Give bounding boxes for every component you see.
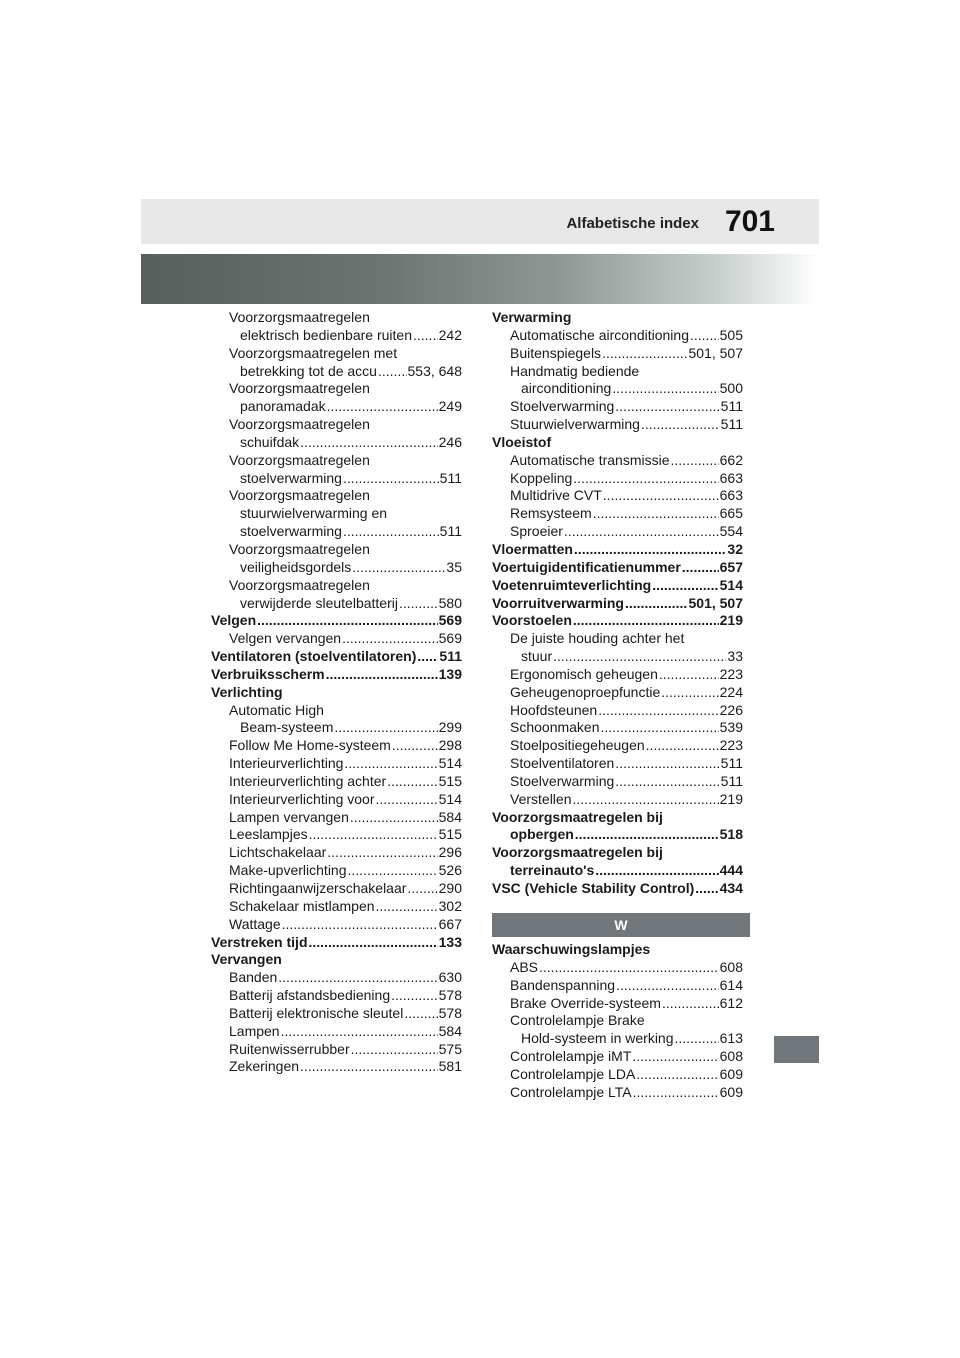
- dot-leader: [343, 523, 439, 541]
- index-entry: [492, 541, 743, 559]
- index-entry: [211, 398, 462, 416]
- index-entry: [211, 630, 462, 648]
- index-entry: [211, 595, 462, 613]
- dot-leader: [342, 630, 438, 648]
- index-entry: Waarschuwingslampjes: [492, 941, 651, 957]
- index-entry-page: 614: [719, 976, 743, 993]
- index-entry-text: Automatische transmissie: [510, 451, 670, 468]
- index-entry-text: Multidrive CVT: [510, 487, 602, 504]
- dot-leader: [309, 934, 438, 952]
- index-entry: Voorzorgsmaatregelen bij: [492, 808, 663, 825]
- index-entry-page: 32: [727, 540, 743, 557]
- index-entry-page: 514: [719, 576, 743, 593]
- index-entry-page: 299: [438, 719, 462, 736]
- dot-leader: [564, 523, 719, 541]
- index-entry-text: terreinauto's: [510, 862, 595, 879]
- dot-leader: [662, 995, 719, 1013]
- index-entry-text: Bandenspanning: [510, 976, 616, 993]
- index-entry: Verlichting: [211, 683, 283, 700]
- index-entry-page: 501, 507: [688, 594, 743, 611]
- index-entry-page: 219: [719, 790, 743, 807]
- index-column-right: [492, 309, 743, 898]
- index-entry-page: 613: [719, 1030, 743, 1047]
- dot-leader: [682, 559, 719, 577]
- index-entry-text: Vloermatten: [492, 540, 573, 557]
- index-entry: [211, 363, 462, 381]
- index-entry: [492, 773, 743, 791]
- index-entry-page: 511: [720, 772, 743, 789]
- index-entry: [492, 995, 743, 1013]
- dot-leader: [575, 826, 719, 844]
- dot-leader: [573, 470, 718, 488]
- index-entry: Voorzorgsmaatregelen: [229, 487, 370, 504]
- index-entry-text: Velgen: [211, 612, 257, 629]
- index-entry-text: Automatische airconditioning: [510, 326, 689, 343]
- index-entry: [211, 898, 462, 916]
- index-entry-page: 500: [719, 380, 743, 397]
- section-header-w: W: [492, 913, 750, 937]
- index-entry-text: Follow Me Home-systeem: [229, 737, 391, 754]
- index-entry-text: Interieurverlichting: [229, 755, 344, 772]
- index-entry-text: Controlelampje iMT: [510, 1048, 632, 1065]
- index-entry-page: 515: [438, 826, 462, 843]
- index-entry-page: 223: [719, 665, 743, 682]
- index-entry-text: Ventilatoren (stoelventilatoren): [211, 648, 417, 665]
- index-entry-page: 444: [719, 862, 743, 879]
- index-entry: [492, 416, 743, 434]
- index-entry-text: stoelverwarming: [240, 469, 342, 486]
- dot-leader: [352, 559, 445, 577]
- index-entry: [211, 809, 462, 827]
- index-entry-text: Batterij elektronische sleutel: [229, 1004, 404, 1021]
- dot-leader: [257, 612, 438, 630]
- index-entry-text: Make-upverlichting: [229, 862, 347, 879]
- dot-leader: [646, 737, 719, 755]
- index-entry-page: 226: [719, 701, 743, 718]
- index-entry: [211, 755, 462, 773]
- index-entry: Handmatig bediende: [510, 362, 640, 379]
- index-entry-text: Batterij afstandsbediening: [229, 987, 391, 1004]
- index-entry: [492, 1084, 743, 1102]
- index-entry-text: betrekking tot de accu: [240, 362, 377, 379]
- index-entry-page: 505: [719, 326, 743, 343]
- index-entry-text: Hoofdsteunen: [510, 701, 598, 718]
- dot-leader: [343, 470, 439, 488]
- dot-leader: [282, 916, 438, 934]
- index-entry-text: Controlelampje LDA: [510, 1065, 636, 1082]
- dot-leader: [616, 977, 719, 995]
- index-entry: [492, 523, 743, 541]
- index-entry: [211, 934, 462, 952]
- index-entry: [492, 559, 743, 577]
- index-entry: [492, 345, 743, 363]
- index-entry: [211, 969, 462, 987]
- index-entry-page: 515: [438, 772, 462, 789]
- index-entry-text: Leeslampjes: [229, 826, 308, 843]
- index-entry-page: 663: [719, 469, 743, 486]
- index-entry-page: 657: [719, 558, 743, 575]
- index-entry-text: Stuurwielverwarming: [510, 416, 640, 433]
- index-entry-page: 630: [438, 969, 462, 986]
- index-entry: [211, 1023, 462, 1041]
- index-entry-text: Verstreken tijd: [211, 933, 308, 950]
- index-entry-page: 518: [719, 826, 743, 843]
- index-entry-text: Buitenspiegels: [510, 344, 602, 361]
- dot-leader: [300, 1058, 438, 1076]
- dot-leader: [413, 327, 438, 345]
- index-entry-page: 133: [438, 933, 462, 950]
- index-entry-text: Ergonomisch geheugen: [510, 665, 658, 682]
- index-entry-text: Sproeier: [510, 523, 563, 540]
- index-entry-text: Wattage: [229, 915, 281, 932]
- dot-leader: [633, 1084, 719, 1102]
- dot-leader: [573, 612, 719, 630]
- index-entry-text: airconditioning: [521, 380, 612, 397]
- dot-leader: [327, 844, 437, 862]
- index-entry-page: 434: [719, 880, 743, 896]
- dot-leader: [399, 595, 438, 613]
- index-entry: [211, 737, 462, 755]
- index-entry: [492, 684, 743, 702]
- index-entry-text: Brake Override-systeem: [510, 994, 661, 1011]
- index-entry: [211, 327, 462, 345]
- index-entry-page: 609: [719, 1065, 743, 1082]
- dot-leader: [690, 327, 719, 345]
- index-entry-text: Voetenruimteverlichting: [492, 576, 652, 593]
- index-entry: Voorzorgsmaatregelen: [229, 380, 370, 397]
- index-entry: [492, 1048, 743, 1066]
- index-entry: [492, 380, 743, 398]
- index-entry-page: 584: [438, 808, 462, 825]
- dot-leader: [671, 452, 719, 470]
- index-entry-text: Controlelampje LTA: [510, 1083, 632, 1100]
- index-entry: [211, 1058, 462, 1076]
- index-entry: [492, 959, 743, 977]
- dot-leader: [391, 987, 438, 1005]
- index-entry: [211, 559, 462, 577]
- index-entry: Voorzorgsmaatregelen: [229, 451, 370, 468]
- index-entry-page: 569: [438, 630, 462, 647]
- dot-leader: [612, 380, 718, 398]
- index-entry-text: stoelverwarming: [240, 523, 342, 540]
- index-entry-text: verwijderde sleutelbatterij: [240, 594, 398, 611]
- dot-leader: [309, 826, 438, 844]
- dot-leader: [334, 719, 437, 737]
- header-title: Alfabetische index: [566, 215, 699, 232]
- index-entry-page: 667: [438, 915, 462, 932]
- index-entry-text: Richtingaanwijzerschakelaar: [229, 880, 407, 896]
- dot-leader: [574, 541, 727, 559]
- dot-leader: [281, 1023, 438, 1041]
- dot-leader: [376, 898, 438, 916]
- index-entry-page: 33: [727, 648, 743, 665]
- dot-leader: [675, 1030, 719, 1048]
- index-entry-page: 514: [438, 790, 462, 807]
- index-entry-page: 298: [438, 737, 462, 754]
- dot-leader: [601, 719, 719, 737]
- index-entry: Verwarming: [492, 309, 572, 325]
- index-entry-text: Verbruiksscherm: [211, 665, 325, 682]
- index-entry: De juiste houding achter het: [510, 630, 685, 647]
- index-entry: [492, 612, 743, 630]
- index-entry-text: Stoelventilatoren: [510, 755, 615, 772]
- index-entry-page: 511: [720, 755, 743, 772]
- index-entry: [211, 434, 462, 452]
- dot-leader: [603, 487, 719, 505]
- index-entry-text: Stoelpositiegeheugen: [510, 737, 645, 754]
- index-entry-page: 302: [438, 897, 462, 914]
- index-entry: stuurwielverwarming en: [240, 505, 388, 522]
- dot-leader: [344, 755, 437, 773]
- index-entry-page: 553, 648: [407, 362, 462, 379]
- index-entry-text: Verstellen: [510, 790, 572, 807]
- index-entry-text: elektrisch bedienbare ruiten: [240, 326, 412, 343]
- index-entry-page: 569: [438, 612, 462, 629]
- index-entry: [211, 844, 462, 862]
- decorative-gradient-band: [141, 254, 819, 304]
- index-entry-page: 608: [719, 1048, 743, 1065]
- index-entry-text: opbergen: [510, 826, 574, 843]
- index-entry: Voorzorgsmaatregelen bij: [492, 844, 663, 861]
- index-entry: [492, 595, 743, 613]
- index-entry-page: 139: [438, 665, 462, 682]
- index-entry-page: 511: [439, 469, 462, 486]
- index-entry-text: Ruitenwisserrubber: [229, 1040, 350, 1057]
- index-entry: [492, 862, 743, 880]
- index-entry-text: Lichtschakelaar: [229, 844, 327, 861]
- dot-leader: [598, 702, 718, 720]
- index-entry-text: Schoonmaken: [510, 719, 600, 736]
- index-entry-page: 539: [719, 719, 743, 736]
- dot-leader: [641, 416, 720, 434]
- index-entry-page: 290: [438, 880, 462, 896]
- index-entry-text: veiligheidsgordels: [240, 558, 352, 575]
- index-entry: [492, 470, 743, 488]
- index-entry: Controlelampje Brake: [510, 1012, 645, 1029]
- index-entry: Vloeistof: [492, 433, 552, 450]
- index-entry-page: 511: [720, 398, 743, 415]
- index-entry-text: Koppeling: [510, 469, 573, 486]
- dot-leader: [632, 1048, 718, 1066]
- index-entry-page: 223: [719, 737, 743, 754]
- dot-leader: [553, 648, 726, 666]
- index-entry: [211, 1041, 462, 1059]
- index-entry-page: 514: [438, 755, 462, 772]
- index-entry-page: 554: [719, 523, 743, 540]
- index-entry: [492, 1030, 743, 1048]
- index-entry: Voorzorgsmaatregelen: [229, 540, 370, 557]
- index-entry: [492, 648, 743, 666]
- page-number: 701: [724, 205, 775, 238]
- index-entry: [492, 577, 743, 595]
- index-entry: [492, 487, 743, 505]
- dot-leader: [350, 809, 438, 827]
- dot-leader: [539, 959, 719, 977]
- index-entry-text: Schakelaar mistlampen: [229, 897, 375, 914]
- dot-leader: [378, 363, 407, 381]
- index-entry-page: 584: [438, 1022, 462, 1039]
- dot-leader: [327, 398, 438, 416]
- index-entry-page: 242: [438, 326, 462, 343]
- index-entry: [492, 719, 743, 737]
- index-column-left: [211, 309, 462, 1076]
- index-entry-text: panoramadak: [240, 398, 326, 415]
- index-entry-text: Interieurverlichting voor: [229, 790, 375, 807]
- dot-leader: [376, 791, 438, 809]
- dot-leader: [351, 1041, 438, 1059]
- index-entry: [492, 755, 743, 773]
- index-entry: [492, 398, 743, 416]
- index-entry: [211, 916, 462, 934]
- dot-leader: [636, 1066, 718, 1084]
- index-entry-page: 249: [438, 398, 462, 415]
- index-entry: [211, 862, 462, 880]
- index-entry-text: Banden: [229, 969, 278, 986]
- index-entry-page: 224: [719, 683, 743, 700]
- index-entry-page: 511: [720, 416, 743, 433]
- index-entry: [492, 880, 743, 898]
- index-entry: Voorzorgsmaatregelen met: [229, 344, 398, 361]
- index-entry: [211, 773, 462, 791]
- index-entry: [492, 977, 743, 995]
- index-entry: [211, 880, 462, 898]
- index-entry-text: Remsysteem: [510, 505, 592, 522]
- index-entry: [211, 719, 462, 737]
- index-entry: [211, 826, 462, 844]
- index-entry: [492, 505, 743, 523]
- index-entry-page: 511: [439, 648, 462, 665]
- index-entry-text: ABS: [510, 958, 539, 975]
- dot-leader: [300, 434, 437, 452]
- index-entry-page: 665: [719, 505, 743, 522]
- index-entry-text: Velgen vervangen: [229, 630, 342, 647]
- index-entry: [211, 648, 462, 666]
- index-entry: [211, 1005, 462, 1023]
- index-entry: [492, 826, 743, 844]
- index-entry: [211, 666, 462, 684]
- dot-leader: [661, 684, 718, 702]
- index-section-w-entries: [492, 941, 743, 1102]
- page-header: [141, 199, 819, 244]
- chapter-tab-marker: [774, 1036, 819, 1063]
- index-entry-page: 578: [438, 987, 462, 1004]
- index-entry: [211, 470, 462, 488]
- index-entry-page: 663: [719, 487, 743, 504]
- index-entry-page: 612: [719, 994, 743, 1011]
- index-entry-page: 526: [438, 862, 462, 879]
- dot-leader: [348, 862, 438, 880]
- dot-leader: [407, 880, 437, 898]
- dot-leader: [572, 791, 718, 809]
- index-entry: [492, 1066, 743, 1084]
- index-entry-text: Voorstoelen: [492, 612, 572, 629]
- dot-leader: [278, 969, 437, 987]
- index-entry-page: 608: [719, 958, 743, 975]
- index-entry-text: Lampen vervangen: [229, 808, 349, 825]
- dot-leader: [417, 648, 438, 666]
- dot-leader: [695, 880, 718, 898]
- index-entry: [492, 791, 743, 809]
- index-entry: Voorzorgsmaatregelen: [229, 309, 370, 325]
- dot-leader: [326, 666, 438, 684]
- dot-leader: [615, 773, 719, 791]
- index-entry-page: 219: [719, 612, 743, 629]
- index-entry-page: 580: [438, 594, 462, 611]
- index-entry-text: schuifdak: [240, 433, 300, 450]
- index-entry-text: stuur: [521, 648, 553, 665]
- index-entry-text: Voorruitverwarming: [492, 594, 624, 611]
- index-entry-page: 35: [446, 558, 462, 575]
- index-entry-text: VSC (Vehicle Stability Control): [492, 880, 695, 896]
- dot-leader: [593, 505, 719, 523]
- index-entry-page: 578: [438, 1004, 462, 1021]
- index-entry-page: 246: [438, 433, 462, 450]
- dot-leader: [659, 666, 719, 684]
- index-entry-text: Zekeringen: [229, 1058, 300, 1075]
- dot-leader: [404, 1005, 437, 1023]
- dot-leader: [625, 595, 688, 613]
- index-entry: [492, 452, 743, 470]
- index-entry: Voorzorgsmaatregelen: [229, 576, 370, 593]
- index-entry-page: 662: [719, 451, 743, 468]
- index-entry-text: Geheugenoproepfunctie: [510, 683, 661, 700]
- dot-leader: [387, 773, 437, 791]
- index-entry-text: Beam-systeem: [240, 719, 334, 736]
- index-entry-text: Voertuigidentificatienummer: [492, 558, 681, 575]
- dot-leader: [595, 862, 718, 880]
- index-entry-text: Stoelverwarming: [510, 398, 615, 415]
- index-entry: [492, 737, 743, 755]
- index-entry-text: Interieurverlichting achter: [229, 772, 387, 789]
- index-entry-page: 609: [719, 1083, 743, 1100]
- dot-leader: [602, 345, 687, 363]
- index-entry-page: 511: [439, 523, 462, 540]
- index-entry: Automatic High: [229, 701, 324, 718]
- index-entry-text: Lampen: [229, 1022, 280, 1039]
- index-entry-page: 581: [438, 1058, 462, 1075]
- dot-leader: [615, 755, 719, 773]
- dot-leader: [615, 398, 719, 416]
- index-entry-page: 575: [438, 1040, 462, 1057]
- index-entry: [211, 791, 462, 809]
- index-entry: [211, 523, 462, 541]
- index-entry-text: Hold-systeem in werking: [521, 1030, 674, 1047]
- index-entry: [492, 327, 743, 345]
- index-entry-page: 296: [438, 844, 462, 861]
- index-entry: Vervangen: [211, 951, 282, 968]
- index-entry: [211, 612, 462, 630]
- dot-leader: [392, 737, 438, 755]
- index-entry-text: Stoelverwarming: [510, 772, 615, 789]
- dot-leader: [652, 577, 718, 595]
- index-entry: [211, 987, 462, 1005]
- index-entry: Voorzorgsmaatregelen: [229, 416, 370, 433]
- index-entry: [492, 702, 743, 720]
- index-entry: [492, 666, 743, 684]
- index-entry-page: 501, 507: [688, 344, 743, 361]
